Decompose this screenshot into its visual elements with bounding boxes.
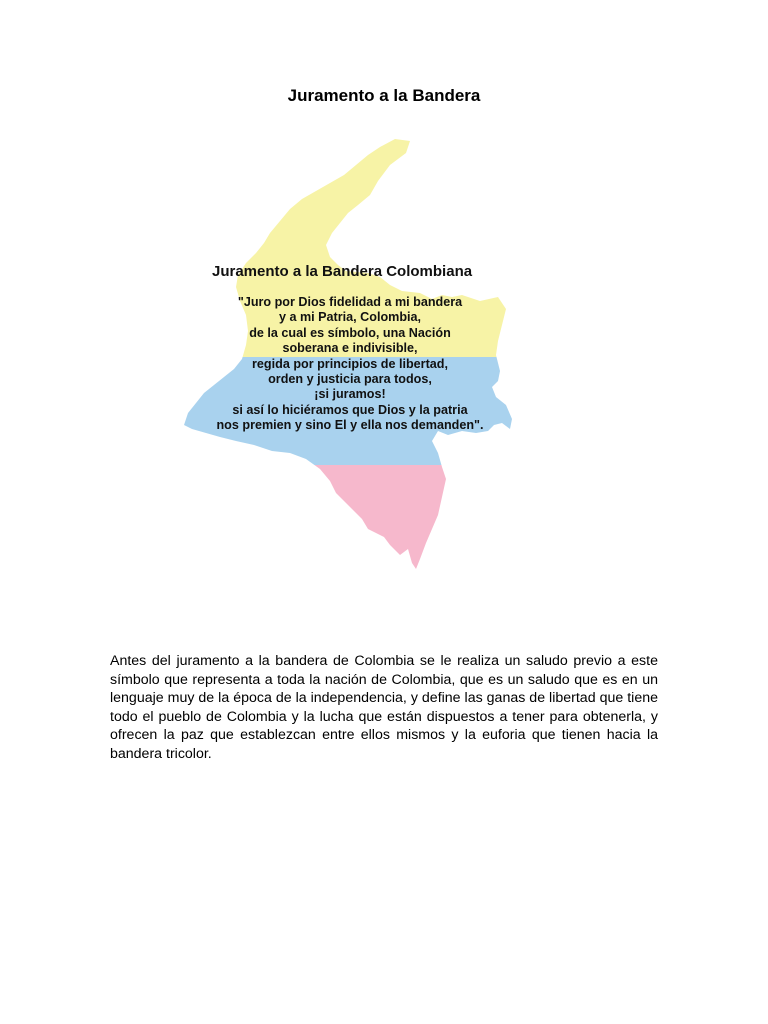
oath-line: de la cual es símbolo, una Nación xyxy=(249,325,451,340)
oath-line: "Juro por Dios fidelidad a mi bandera xyxy=(237,295,463,309)
oath-line: ¡si juramos! xyxy=(314,387,386,402)
oath-line: si así lo hiciéramos que Dios y la patria xyxy=(232,402,468,417)
oath-line: soberana e indivisible, xyxy=(282,341,418,356)
oath-line: y a mi Patria, Colombia, xyxy=(278,310,422,325)
body-paragraph: Antes del juramento a la bandera de Colombia se le realiza un saludo previo a este símbolo que representa a toda la nación de Colombia, que es un saludo que es en un lenguaje muy de la época de la independencia, y define las ganas de libertad que tiene todo el pueblo de Colombia y la lucha que están dispuestos a tener para obtenerla, y ofrecen la paz que establezcan entre ellos mismos y la euforia que tienen hacia la bandera tricolor. xyxy=(110,653,658,762)
map-heading: Juramento a la Bandera Colombiana xyxy=(212,263,473,280)
oath-text xyxy=(180,295,520,434)
oath-line: regida por principios de libertad, xyxy=(252,356,448,371)
document-title: Juramento a la Bandera xyxy=(287,86,481,105)
map-pink-band xyxy=(180,465,520,575)
oath-line: nos premien y sino El y ella nos demanden". xyxy=(216,418,484,433)
colombia-map-illustration xyxy=(180,135,520,575)
oath-line: orden y justicia para todos, xyxy=(268,372,432,387)
